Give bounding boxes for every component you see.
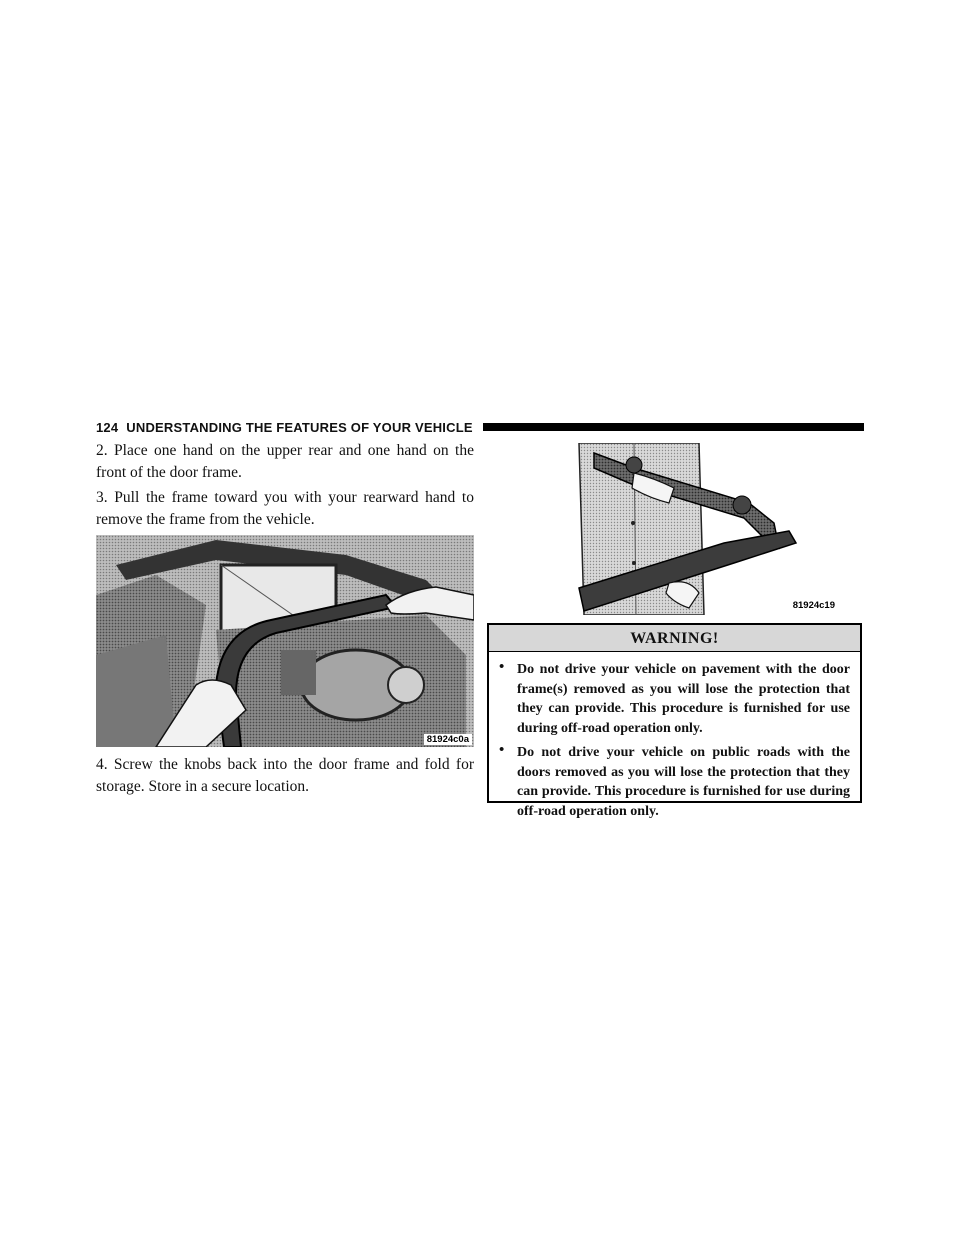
header-rule — [483, 423, 864, 431]
step-3-text: 3. Pull the frame toward you with your rearward hand to remove the frame from the vehicle. — [96, 489, 474, 528]
bullet-icon: • — [499, 742, 505, 758]
door-frame-folding-illustration — [574, 443, 842, 615]
step-4-text: 4. Screw the knobs back into the door frame and fold for storage. Store in a secure location. — [96, 756, 474, 795]
section-title: UNDERSTANDING THE FEATURES OF YOUR VEHICLE — [126, 419, 473, 435]
page-number: 124 — [96, 419, 119, 435]
warning-box — [487, 623, 862, 819]
warning-item-text: Do not drive your vehicle on pavement with the door frame(s) removed as you will lose the protection that they can provide. This procedure is furnished for use during off-road operation only. — [517, 662, 850, 736]
page-header — [96, 418, 864, 436]
list-item — [499, 660, 850, 738]
warning-item-text: Do not drive your vehicle on public roads with the doors removed as you will lose the protection that they can provide. This procedure is furnished for use during off-road operation only. — [517, 745, 850, 819]
figure-code-label: 81924c0a — [424, 734, 472, 745]
door-frame-removal-figure — [96, 535, 474, 747]
door-frame-removal-illustration — [96, 535, 474, 747]
warning-title: WARNING! — [489, 625, 860, 652]
list-item — [499, 743, 850, 821]
step-2-text: 2. Place one hand on the upper rear and one hand on the front of the door frame. — [96, 442, 474, 481]
door-frame-folding-figure — [574, 443, 842, 615]
figure-code-label: 81924c19 — [790, 600, 838, 611]
bullet-icon: • — [499, 659, 505, 675]
warning-list — [489, 652, 860, 821]
